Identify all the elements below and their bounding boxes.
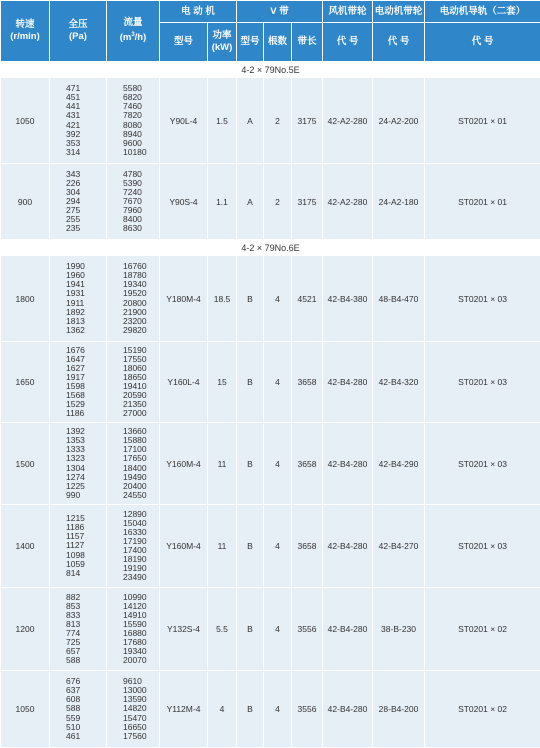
motor-power-cell: 18.5 <box>208 256 237 342</box>
rail-cell: ST0201 × 03 <box>425 342 540 423</box>
fan-pulley-cell: 42-B4-280 <box>323 423 373 505</box>
table-header <box>1 1 540 62</box>
flow-unit-suffix: /h) <box>135 33 147 44</box>
flow-unit-prefix: (m <box>120 33 132 44</box>
table-row <box>1 423 540 505</box>
speed-cell: 900 <box>1 164 50 240</box>
motor-model-cell: Y90L-4 <box>160 78 208 164</box>
motor-power-cell: 5.5 <box>208 588 237 671</box>
rail-cell: ST0201 × 01 <box>425 164 540 240</box>
motor-power-cell: 1.1 <box>208 164 237 240</box>
fan-pulley-cell: 42-A2-280 <box>323 78 373 164</box>
motor-model-cell: Y160L-4 <box>160 342 208 423</box>
fan-pulley-cell: 42-B4-280 <box>323 671 373 748</box>
col-motor-power <box>208 23 237 62</box>
flow-cell: 10990 14120 14910 15590 16880 17680 19340 20070 <box>107 588 160 671</box>
motor-model-cell: Y132S-4 <box>160 588 208 671</box>
motor-power-cell: 1.5 <box>208 78 237 164</box>
belt-length-cell: 3658 <box>292 423 323 505</box>
belt-count-cell: 4 <box>264 588 292 671</box>
belt-length-cell: 3658 <box>292 505 323 588</box>
table-row <box>1 256 540 342</box>
col-speed <box>1 1 50 62</box>
belt-model-cell: A <box>237 78 264 164</box>
belt-model-cell: B <box>237 342 264 423</box>
motor-pulley-cell: 28-B4-200 <box>373 671 425 748</box>
motor-pulley-cell: 38-B-230 <box>373 588 425 671</box>
table-row <box>1 671 540 748</box>
belt-length-cell: 4521 <box>292 256 323 342</box>
col-fan-pulley: 风机带轮 <box>323 1 373 23</box>
motor-pulley-cell: 42-B4-290 <box>373 423 425 505</box>
motor-model-cell: Y112M-4 <box>160 671 208 748</box>
flow-unit-sup: 3 <box>131 32 134 38</box>
rail-cell: ST0201 × 01 <box>425 78 540 164</box>
flow-cell: 9610 13000 13590 14820 15470 16650 17560 <box>107 671 160 748</box>
rail-cell: ST0201 × 03 <box>425 505 540 588</box>
belt-model-cell: B <box>237 423 264 505</box>
col-rail-code: 代 号 <box>425 23 540 62</box>
belt-count-cell: 4 <box>264 423 292 505</box>
col-vbelt-model: 型号 <box>237 23 264 62</box>
speed-cell: 1400 <box>1 505 50 588</box>
col-motor-pulley: 电动机带轮 <box>373 1 425 23</box>
flow-cell: 12890 15040 16330 17190 17400 18190 19190 23490 <box>107 505 160 588</box>
motor-power-unit: (kW) <box>212 42 233 53</box>
pressure-cell: 1215 1186 1157 1127 1098 1059 814 <box>50 505 107 588</box>
pressure-label: 全压 <box>68 19 87 30</box>
motor-model-cell: Y90S-4 <box>160 164 208 240</box>
motor-power-cell: 4 <box>208 671 237 748</box>
motor-pulley-cell: 48-B4-470 <box>373 256 425 342</box>
speed-label: 转速 <box>15 19 34 30</box>
rail-cell: ST0201 × 03 <box>425 423 540 505</box>
flow-cell: 15190 17550 18060 18650 19410 20590 21350 27000 <box>107 342 160 423</box>
flow-cell: 16760 18780 19340 19520 20800 21900 23200 29820 <box>107 256 160 342</box>
pressure-unit: (Pa) <box>69 31 87 42</box>
pressure-cell: 1392 1353 1333 1323 1304 1274 1225 990 <box>50 423 107 505</box>
belt-model-cell: B <box>237 256 264 342</box>
belt-model-cell: B <box>237 505 264 588</box>
belt-length-cell: 3658 <box>292 342 323 423</box>
col-vbelt-length: 带长 <box>292 23 323 62</box>
col-rail: 电动机导轨（二套） <box>425 1 540 23</box>
table-body <box>1 62 540 748</box>
motor-model-cell: Y160M-4 <box>160 423 208 505</box>
motor-pulley-cell: 24-A2-180 <box>373 164 425 240</box>
belt-model-cell: B <box>237 588 264 671</box>
motor-model-cell: Y180M-4 <box>160 256 208 342</box>
pressure-cell: 471 451 441 431 421 392 353 314 <box>50 78 107 164</box>
belt-length-cell: 3556 <box>292 671 323 748</box>
speed-cell: 1050 <box>1 671 50 748</box>
belt-count-cell: 4 <box>264 256 292 342</box>
col-motor-model: 型号 <box>160 23 208 62</box>
col-motor: 电 动 机 <box>160 1 237 23</box>
section-title: 4-2 × 79No.5E <box>1 62 540 78</box>
motor-power-cell: 11 <box>208 423 237 505</box>
col-vbelt-count: 根数 <box>264 23 292 62</box>
pressure-cell: 1676 1647 1627 1917 1598 1568 1529 1186 <box>50 342 107 423</box>
belt-count-cell: 4 <box>264 671 292 748</box>
section-title: 4-2 × 79No.6E <box>1 240 540 256</box>
pressure-cell: 343 226 304 294 275 255 235 <box>50 164 107 240</box>
table-row <box>1 78 540 164</box>
motor-power-label: 功率 <box>212 30 231 41</box>
section-title-row <box>1 240 540 256</box>
table-row <box>1 588 540 671</box>
belt-count-cell: 2 <box>264 78 292 164</box>
col-pressure <box>50 1 107 62</box>
belt-count-cell: 2 <box>264 164 292 240</box>
belt-length-cell: 3175 <box>292 164 323 240</box>
speed-cell: 1500 <box>1 423 50 505</box>
fan-pulley-cell: 42-B4-280 <box>323 505 373 588</box>
section-title-row <box>1 62 540 78</box>
pressure-cell: 1990 1960 1941 1931 1911 1892 1813 1362 <box>50 256 107 342</box>
belt-count-cell: 4 <box>264 505 292 588</box>
pressure-cell: 676 637 608 588 559 510 461 <box>50 671 107 748</box>
motor-model-cell: Y160M-4 <box>160 505 208 588</box>
speed-cell: 1800 <box>1 256 50 342</box>
fan-pulley-cell: 42-B4-280 <box>323 588 373 671</box>
col-flow <box>107 1 160 62</box>
flow-label: 流量 <box>123 17 142 28</box>
belt-count-cell: 4 <box>264 342 292 423</box>
motor-pulley-cell: 42-B4-320 <box>373 342 425 423</box>
motor-pulley-cell: 42-B4-270 <box>373 505 425 588</box>
col-vbelt: V 带 <box>237 1 323 23</box>
flow-cell: 4780 5390 7240 7670 7960 8400 8630 <box>107 164 160 240</box>
flow-cell: 13660 15880 17100 17650 18400 19490 20400 24550 <box>107 423 160 505</box>
fan-pulley-cell: 42-B4-380 <box>323 256 373 342</box>
rail-cell: ST0201 × 02 <box>425 671 540 748</box>
fan-pulley-cell: 42-A2-280 <box>323 164 373 240</box>
table-row <box>1 505 540 588</box>
motor-power-cell: 11 <box>208 505 237 588</box>
belt-length-cell: 3175 <box>292 78 323 164</box>
table-row <box>1 342 540 423</box>
table-row <box>1 164 540 240</box>
belt-length-cell: 3556 <box>292 588 323 671</box>
motor-pulley-cell: 24-A2-200 <box>373 78 425 164</box>
fan-pulley-cell: 42-B4-280 <box>323 342 373 423</box>
rail-cell: ST0201 × 02 <box>425 588 540 671</box>
speed-unit: (r/min) <box>10 31 40 42</box>
col-motor-pulley-code: 代 号 <box>373 23 425 62</box>
rail-cell: ST0201 × 03 <box>425 256 540 342</box>
pressure-cell: 882 853 833 813 774 725 657 588 <box>50 588 107 671</box>
motor-power-cell: 15 <box>208 342 237 423</box>
speed-cell: 1650 <box>1 342 50 423</box>
belt-model-cell: A <box>237 164 264 240</box>
speed-cell: 1200 <box>1 588 50 671</box>
speed-cell: 1050 <box>1 78 50 164</box>
flow-cell: 5580 6820 7460 7820 8080 8940 9600 10180 <box>107 78 160 164</box>
col-fan-pulley-code: 代 号 <box>323 23 373 62</box>
belt-model-cell: B <box>237 671 264 748</box>
